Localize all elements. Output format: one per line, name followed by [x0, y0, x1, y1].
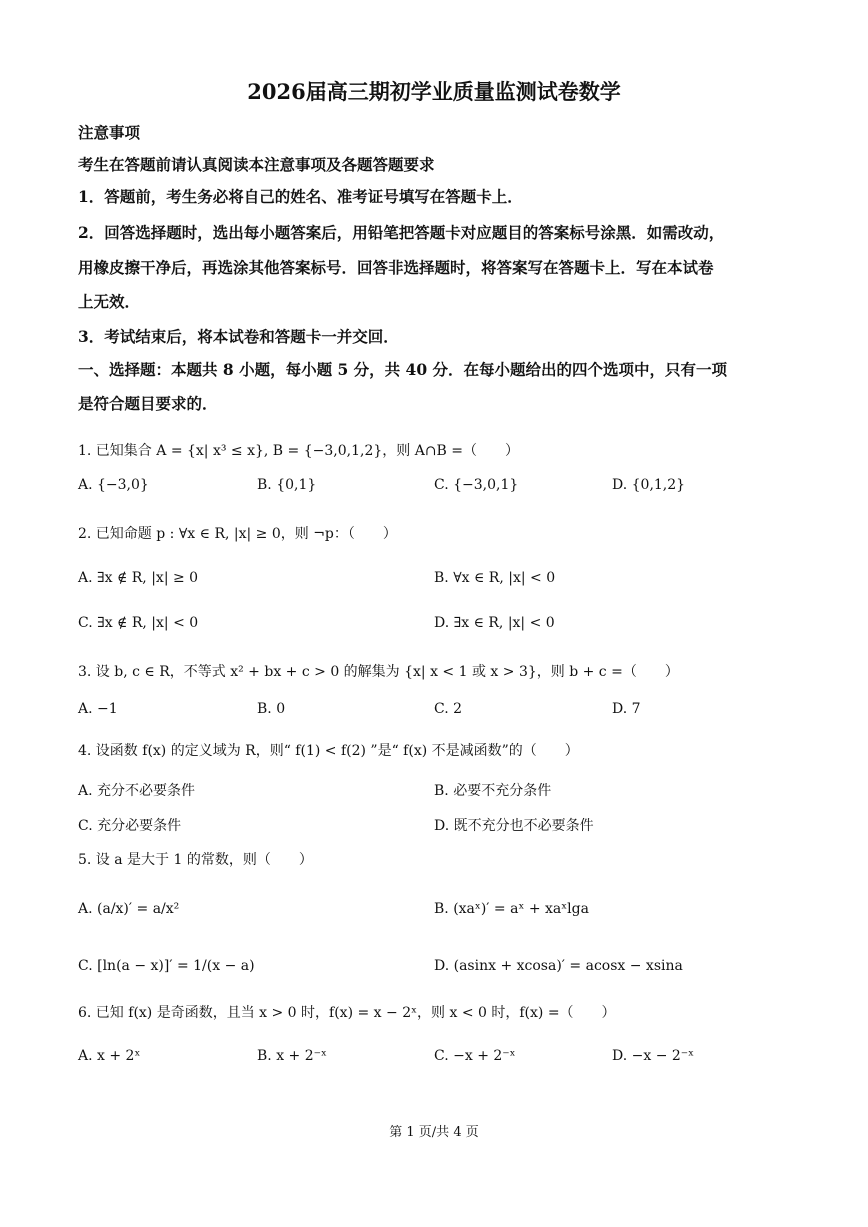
question-3-stem: 3. 设 b, c ∈ R，不等式 x² + bx + c > 0 的解集为 {x| x < 1 或 x > 3}，则 b + c =（ ） — [78, 664, 679, 680]
question-1-stem: 1. 已知集合 A = {x| x³ ≤ x}, B = {−3,0,1,2}，则 A∩B =（ ） — [78, 443, 520, 459]
question-3-option-b: B. 0 — [257, 701, 286, 717]
question-3-option-d: D. 7 — [612, 701, 641, 717]
question-3-option-c: C. 2 — [434, 701, 463, 717]
page-footer: 第 1 页/共 4 页 — [389, 1125, 479, 1140]
question-5-option-c: C. [ln(a − x)]′ = 1/(x − a) — [78, 958, 255, 974]
question-4-option-d: D. 既不充分也不必要条件 — [434, 818, 594, 834]
question-4-option-b: B. 必要不充分条件 — [434, 783, 552, 799]
notice-item-1: 1．答题前，考生务必将自己的姓名、准考证号填写在答题卡上． — [78, 187, 523, 206]
question-4-stem: 4. 设函数 f(x) 的定义域为 R，则“ f(1) < f(2) ”是“ f(x) 不是减函数”的（ ） — [78, 743, 579, 759]
notice-heading: 注意事项 — [78, 123, 141, 142]
notice-item-2-line-3: 上无效． — [78, 292, 141, 311]
question-6-option-d: D. −x − 2⁻ˣ — [612, 1048, 695, 1064]
question-6-stem: 6. 已知 f(x) 是奇函数，且当 x > 0 时，f(x) = x − 2ˣ，则 x < 0 时，f(x) =（ ） — [78, 1005, 616, 1021]
question-1-option-b: B. {0,1} — [257, 477, 317, 493]
question-5-option-d: D. (asinx + xcosa)′ = acosx − xsina — [434, 958, 683, 974]
notice-item-3: 3．考试结束后，将本试卷和答题卡一并交回． — [78, 327, 399, 346]
question-6-option-a: A. x + 2ˣ — [78, 1048, 141, 1064]
question-1-option-c: C. {−3,0,1} — [434, 477, 519, 493]
question-1-option-a: A. {−3,0} — [78, 477, 149, 493]
page-title: 2026届高三期初学业质量监测试卷数学 — [247, 79, 621, 104]
question-3-option-a: A. −1 — [78, 701, 118, 717]
question-2-option-b: B. ∀x ∈ R, |x| < 0 — [434, 570, 556, 586]
question-1-option-d: D. {0,1,2} — [612, 477, 686, 493]
notice-item-2-line-2: 用橡皮擦干净后，再选涂其他答案标号．回答非选择题时，将答案写在答题卡上．写在本试卷 — [78, 258, 714, 277]
question-5-option-b: B. (xaˣ)′ = aˣ + xaˣlga — [434, 901, 589, 917]
question-6-option-b: B. x + 2⁻ˣ — [257, 1048, 327, 1064]
question-2-option-d: D. ∃x ∈ R, |x| < 0 — [434, 615, 555, 631]
section-1-heading-line-2: 是符合题目要求的． — [78, 394, 218, 413]
question-6-option-c: C. −x + 2⁻ˣ — [434, 1048, 516, 1064]
question-4-option-a: A. 充分不必要条件 — [78, 783, 196, 799]
section-1-heading-line-1: 一、选择题：本题共 8 小题，每小题 5 分，共 40 分．在每小题给出的四个选项中，只有一项 — [78, 360, 728, 379]
question-2-stem: 2. 已知命题 p : ∀x ∈ R, |x| ≥ 0，则 ¬p：（ ） — [78, 526, 397, 542]
question-2-option-a: A. ∃x ∉ R, |x| ≥ 0 — [78, 570, 199, 586]
question-5-stem: 5. 设 a 是大于 1 的常数，则（ ） — [78, 852, 313, 868]
question-5-option-a: A. (a/x)′ = a/x² — [78, 901, 180, 917]
notice-item-2-line-1: 2．回答选择题时，选出每小题答案后，用铅笔把答题卡对应题目的答案标号涂黑．如需改动， — [78, 223, 725, 242]
notice-subheading: 考生在答题前请认真阅读本注意事项及各题答题要求 — [78, 155, 435, 174]
question-4-option-c: C. 充分必要条件 — [78, 818, 182, 834]
question-2-option-c: C. ∃x ∉ R, |x| < 0 — [78, 615, 199, 631]
